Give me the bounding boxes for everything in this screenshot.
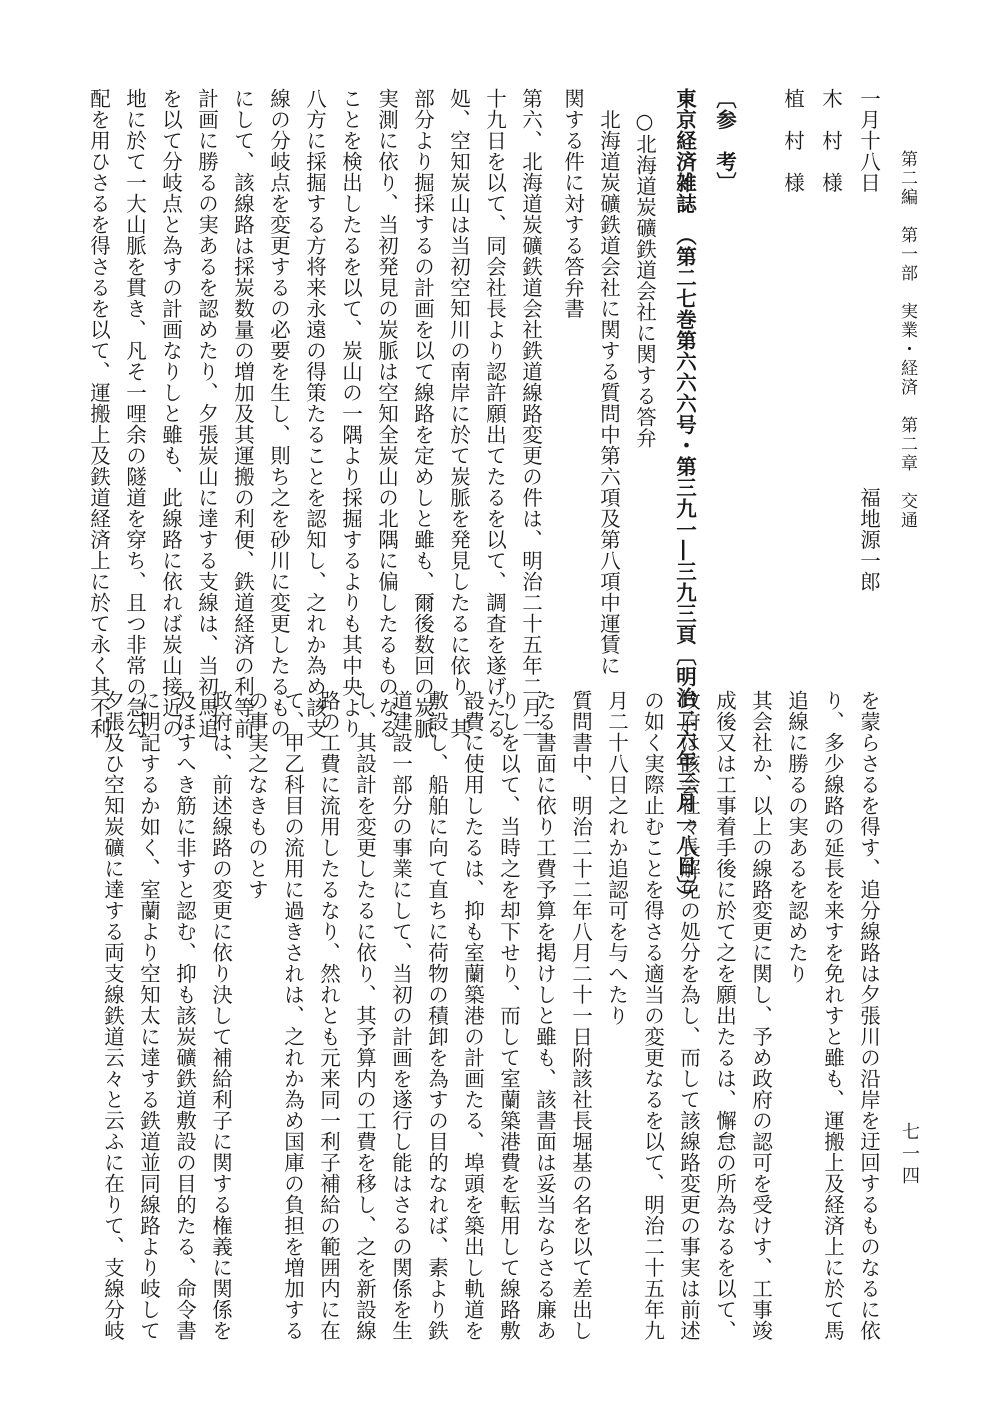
article-title: ○北海道炭礦鉄道会社に関する答弁	[632, 88, 657, 449]
text-column: 一月十八日 福地源一郎	[856, 88, 881, 592]
text-column: 北海道炭礦鉄道会社に関する質問中第六項及第八項中運賃に	[596, 88, 621, 676]
text-column: 政府は該会社々長解免の処分を為し、而して該線路変更の事実は前述	[676, 690, 701, 1341]
text-column: の如く実際止むことを得さる適当の変更なるを以て、明治二十五年九	[640, 690, 665, 1341]
text-column: の事実之なきものとす	[244, 690, 269, 900]
text-column: 夕張及ひ空知炭礦に達する両支線鉄道云々と云ふに在りて、支線分岐	[100, 690, 125, 1341]
text-column: 木 村 様	[818, 88, 843, 193]
text-column: 十九日を以て、同会社長より認許願出てたるを以て、調査を遂げたる	[482, 88, 507, 739]
text-column: 配を用ひさるを得さるを以て、運搬上及鉄道経済上に於て永く其不利	[86, 88, 111, 739]
text-column: 成後又は工事着手後に於て之を願出たるは、懈怠の所為なるを以て、	[712, 690, 737, 1341]
text-column: 路の工費に流用したるなり、然れとも元来同一利子補給の範囲内に在	[316, 690, 341, 1341]
text-column: 地に於て一大山脈を貫き、凡そ一哩余の隧道を穿ち、且つ非常の急勾	[122, 88, 147, 739]
text-column: 実測に依り、当初発見の炭脈は空知全炭山の北隅に偏したるものなる	[374, 88, 399, 739]
text-column: りしを以て、当時之を却下せり、而して室蘭築港費を転用して線路敷	[496, 690, 521, 1341]
text-column: を蒙らさるを得す、追分線路は夕張川の沿岸を迂回するものなるに依	[856, 690, 881, 1341]
text-column: り、多少線路の延長を来すを免れすと雖も、運搬上及経済上に於て馬	[820, 690, 845, 1341]
text-column: て、甲乙科目の流用に過きされは、之れか為め国庫の負担を増加する	[280, 690, 305, 1341]
text-column: 敷設し、船舶に向て直ちに荷物の積卸を為すの目的なれば、素より鉄	[424, 690, 449, 1341]
text-column: 道建設一部分の事業にして、当初の計画を遂行し能はさるの関係を生	[388, 690, 413, 1341]
source-title: 東京経済雑誌 （第二七巻第六六六号・第三九一―三九三頁〔明治二六年三月一八日〕）	[672, 88, 697, 908]
text-column: たる書面に依り工費予算を掲けしと雖も、該書面は妥当ならさる廉あ	[532, 690, 557, 1341]
running-head: 第二編 第一部 実業・経済 第二章 交通	[897, 150, 917, 530]
text-column: 関する件に対する答弁書	[560, 88, 585, 319]
text-column: 其会社か、以上の線路変更に関し、予め政府の認可を受けす、工事竣	[748, 690, 773, 1341]
text-column: 八方に採掘する方将来永遠の得策たることを認知し、之れか為め該支	[302, 88, 327, 739]
text-column: 月二十八日之れか追認可を与へたり	[604, 690, 629, 1026]
text-column: に明記するか如く、室蘭より空知太に達する鉄道並同線路より岐して	[136, 690, 161, 1341]
text-column: 計画に勝るの実あるを認めたり、夕張炭山に達する支線は、当初馬追	[194, 88, 219, 739]
text-column: 植 村 様	[780, 88, 805, 193]
reference-heading: 〔参 考〕	[712, 88, 737, 193]
text-column: し、其設計を変更したるに依り、其予算内の工費を移し、之を新設線	[352, 690, 377, 1341]
text-column: ことを検出したるを以て、炭山の一隅より採掘するよりも其中央より	[338, 88, 363, 739]
text-column: 部分より掘採するの計画を以て線路を定めしと雖も、爾後数回の炭脈	[410, 88, 435, 739]
text-column: 及ほすへき筋に非すと認む、抑も該炭礦鉄道敷設の目的たる、命令書	[172, 690, 197, 1341]
text-column: を以て分岐点と為すの計画なりしと雖も、此線路に依れば炭山接近の	[158, 88, 183, 739]
text-column: 線の分岐点を変更するの必要を生し、則ち之を砂川に変更したるもの	[266, 88, 291, 739]
text-column: 設費に使用したるは、抑も室蘭築港の計画たる、埠頭を築出し軌道を	[460, 690, 485, 1341]
text-column: 質問書中、明治二十二年八月二十一日附該社長堀基の名を以て差出し	[568, 690, 593, 1341]
text-column: 政府は、前述線路の変更に依り決して補給利子に関する権義に関係を	[208, 690, 233, 1341]
text-column: にして、該線路は採炭数量の増加及其運搬の利便、鉄道経済の利等前	[230, 88, 255, 739]
text-column: 処、空知炭山は当初空知川の南岸に於て炭脈を発見したるに依り、其	[446, 88, 471, 739]
page-number: 七一四	[899, 1122, 920, 1188]
text-column: 第六、北海道炭礦鉄道会社鉄道線路変更の件は、明治二十五年二月二	[518, 88, 543, 739]
text-column: 追線に勝るの実あるを認めたり	[784, 690, 809, 984]
